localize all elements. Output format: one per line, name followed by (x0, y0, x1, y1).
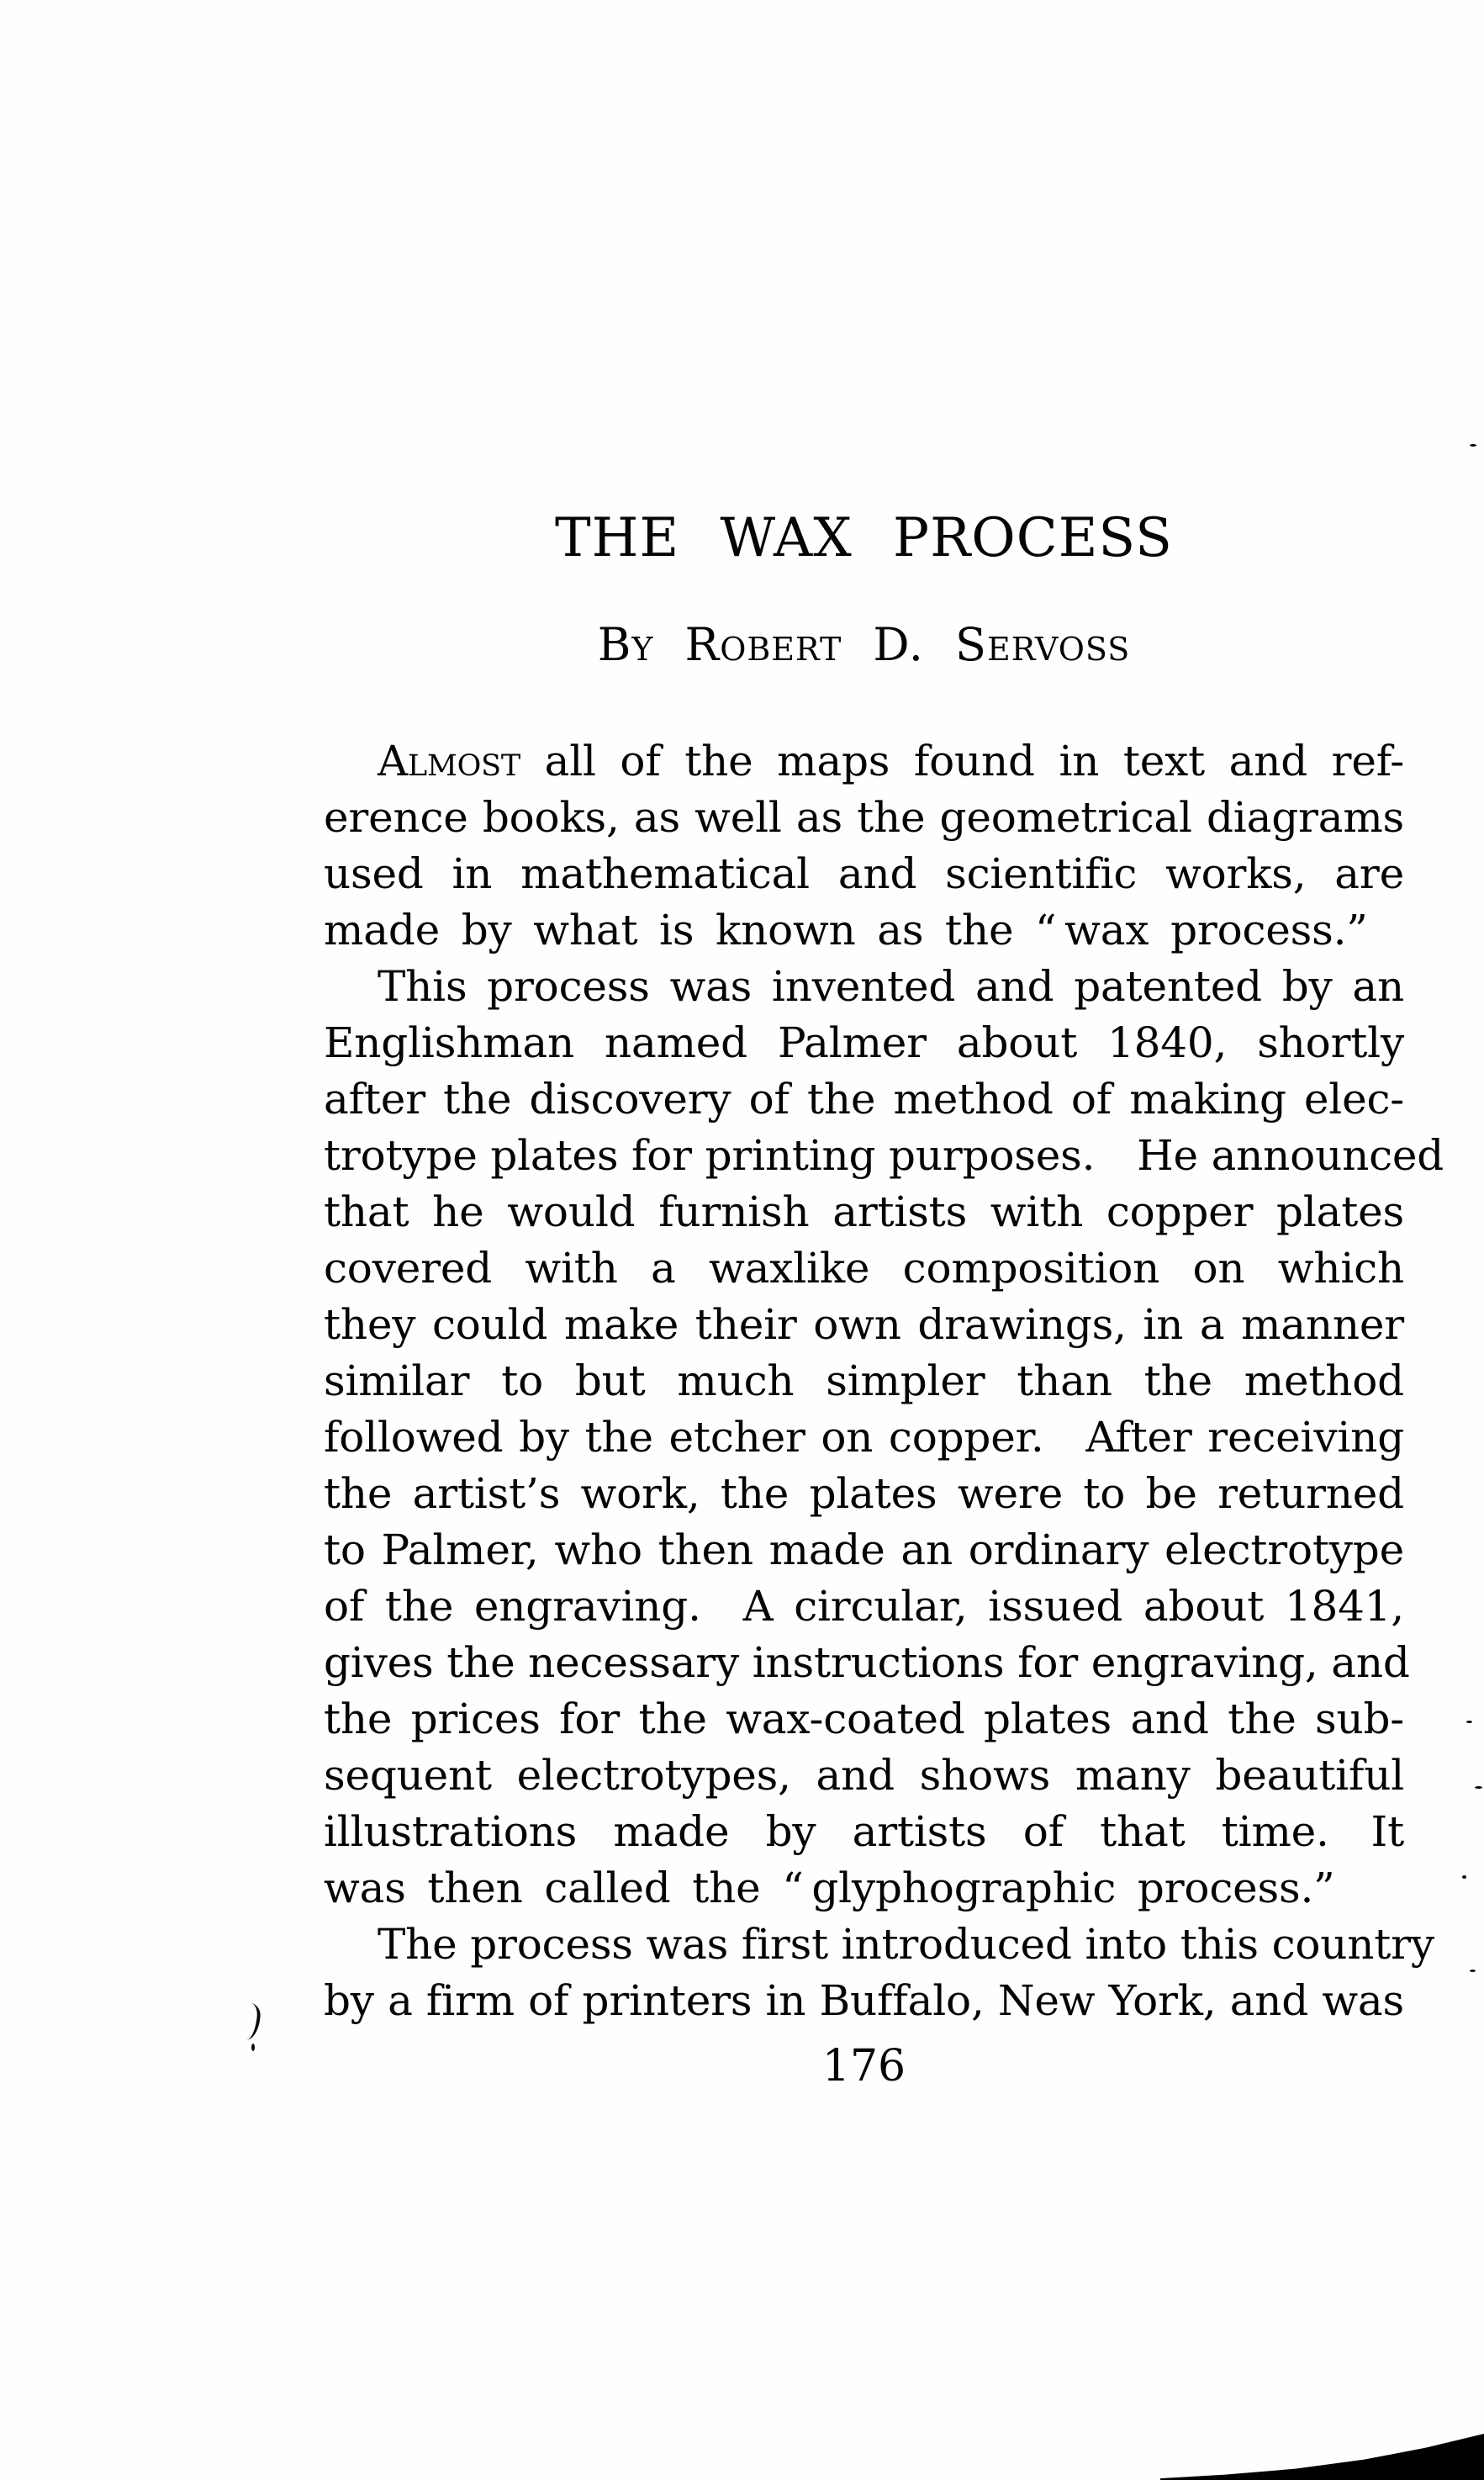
text-line: The process was first introduced into this country (378, 1920, 1434, 1969)
ink-speck (1462, 1875, 1466, 1879)
stray-ink-mark-dot (251, 2044, 255, 2051)
text-line: to Palmer, who then made an ordinary electrotype (324, 1526, 1404, 1574)
text-line: that he would furnish artists with copper plates (324, 1187, 1404, 1236)
text-line: covered with a waxlike composition on which (324, 1244, 1404, 1293)
text-line: the prices for the wax-coated plates and the sub- (324, 1695, 1404, 1743)
text-line: followed by the etcher on copper. After receiving (324, 1413, 1404, 1462)
page-title: THE WAX PROCESS (554, 507, 1173, 569)
ink-speck (1379, 2462, 1387, 2466)
text-line: Almost all of the maps found in text and ref- (378, 737, 1404, 785)
stray-ink-mark (244, 2002, 262, 2041)
text-line: made by what is known as the “ wax process.” (324, 906, 1368, 954)
text-line: the artist’s work, the plates were to be returned (324, 1469, 1404, 1518)
ink-speck (1470, 1970, 1476, 1972)
text-line: after the discovery of the method of making elec- (324, 1075, 1404, 1124)
text-line: gives the necessary instructions for engraving, and (324, 1638, 1410, 1687)
ink-speck (1466, 1721, 1472, 1723)
byline: By Robert D. Servoss (597, 618, 1131, 671)
text-line: of the engraving. A circular, issued about 1841, (324, 1582, 1404, 1631)
text-line: Englishman named Palmer about 1840, shortly (324, 1018, 1404, 1067)
scan-edge-shadow (1160, 2426, 1484, 2480)
text-line: by a firm of printers in Buffalo, New York, and was (324, 1976, 1404, 2025)
text-line: illustrations made by artists of that time. It (324, 1807, 1404, 1856)
text-line: they could make their own drawings, in a manner (324, 1300, 1404, 1349)
text-block (324, 733, 1444, 2029)
text-line: similar to but much simpler than the method (324, 1356, 1404, 1405)
text-line: trotype plates for printing purposes. He announced (324, 1131, 1444, 1180)
text-line: This process was invented and patented by an (378, 962, 1404, 1011)
text-line: erence books, as well as the geometrical diagrams (324, 793, 1404, 842)
page-number: 176 (821, 2041, 906, 2091)
text-line: sequent electrotypes, and shows many beautiful (324, 1751, 1404, 1800)
text-line: was then called the “ glyphographic process.” (324, 1864, 1335, 1912)
text-line: used in mathematical and scientific works, are (324, 849, 1404, 898)
ink-speck (1345, 2469, 1352, 2472)
ink-speck (1470, 444, 1476, 447)
ink-speck (1475, 1786, 1482, 1789)
